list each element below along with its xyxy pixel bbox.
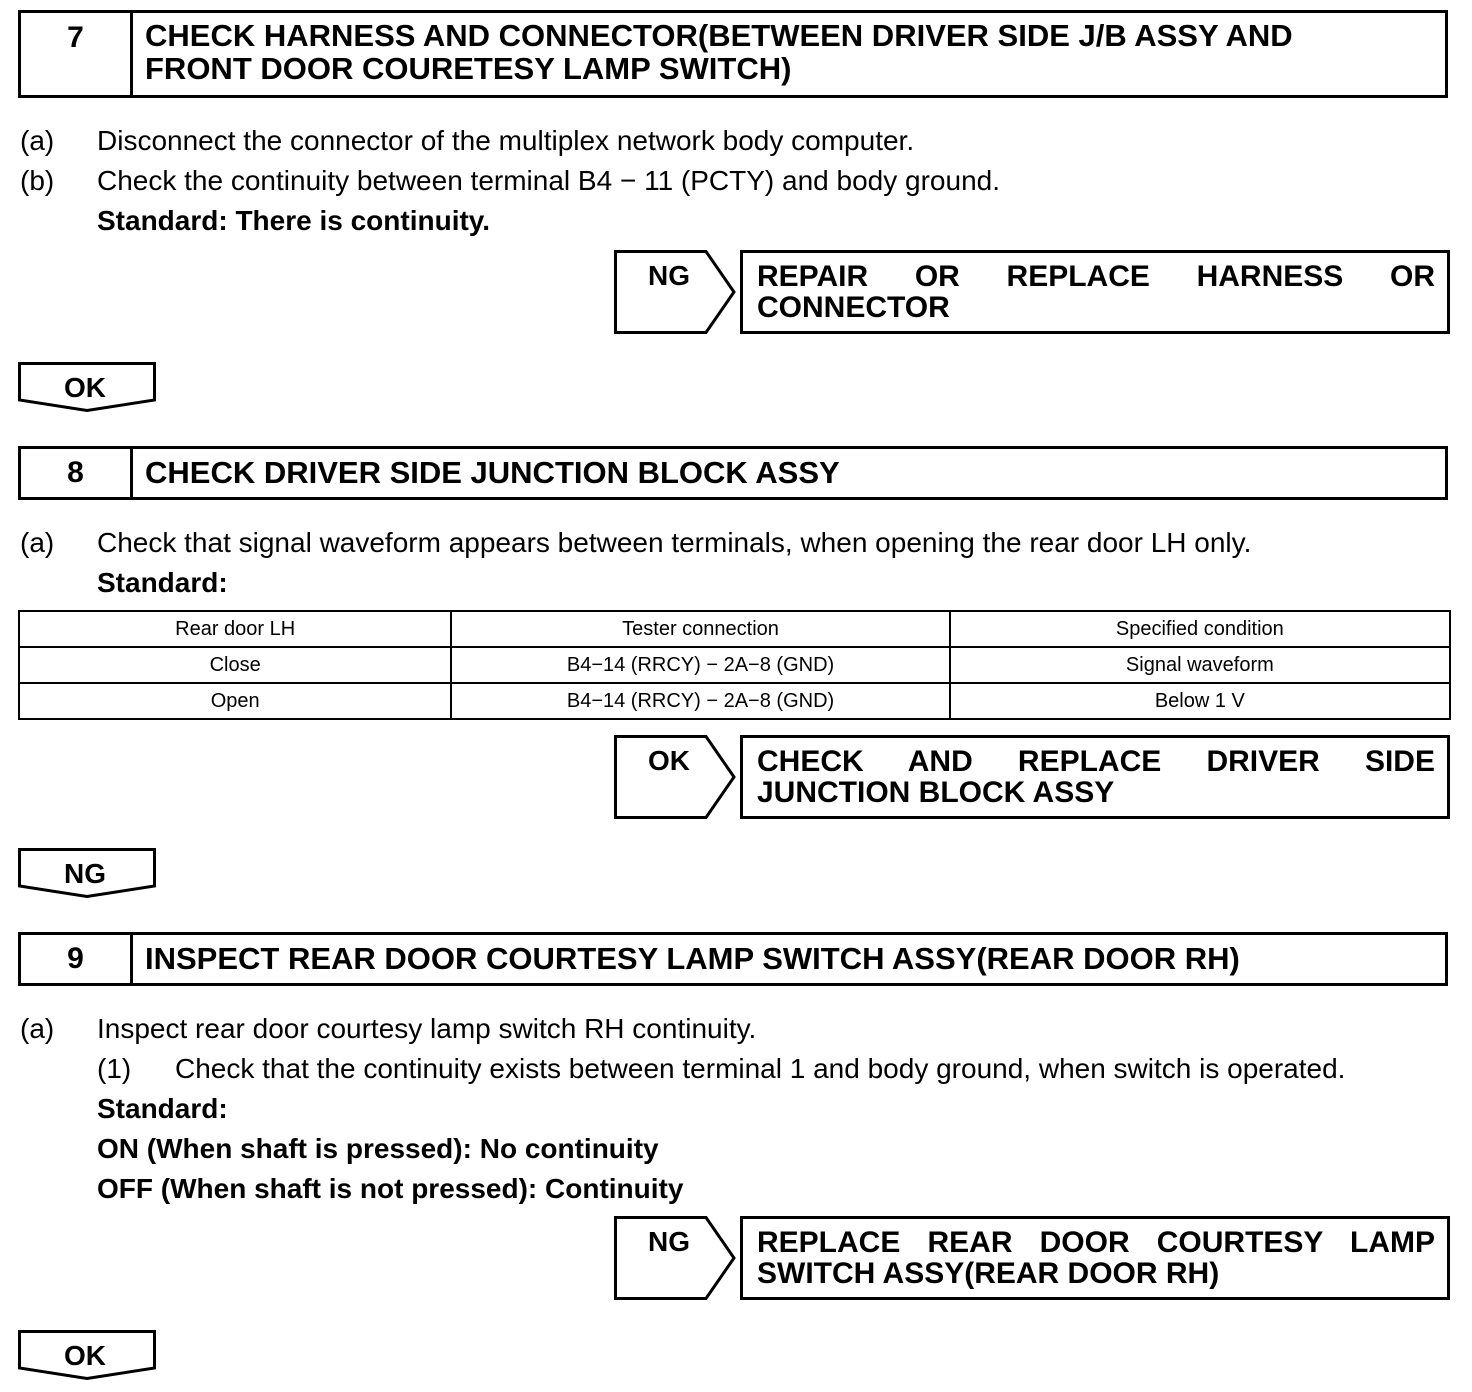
- step-8-header: [18, 446, 1448, 500]
- result-action-line-1: REPAIR OR REPLACE HARNESS OR: [757, 260, 1435, 293]
- standard-text: Standard: There is continuity.: [97, 205, 491, 236]
- step-title-line-2: FRONT DOOR COURETESY LAMP SWITCH): [145, 51, 792, 86]
- table-header-cell: Specified condition: [950, 611, 1450, 647]
- result-action-line-1: REPLACE REAR DOOR COURTESY LAMP: [757, 1226, 1435, 1259]
- table-row: [19, 647, 1450, 683]
- step-title: [133, 13, 1445, 95]
- step-9-header: [18, 932, 1448, 986]
- table-cell: Close: [19, 647, 451, 683]
- result-label-ng: NG: [648, 260, 690, 291]
- table-cell: Signal waveform: [950, 647, 1450, 683]
- result-action-line-2: JUNCTION BLOCK ASSY: [757, 776, 1115, 809]
- flow-label-ok: OK: [64, 1340, 106, 1371]
- table-row: [19, 683, 1450, 719]
- result-label-ok: OK: [648, 745, 690, 776]
- step-number: 9: [21, 935, 133, 983]
- spec-table: [18, 610, 1451, 720]
- item-label-a: (a): [20, 1013, 55, 1044]
- result-action-box: [740, 735, 1450, 819]
- table-cell: Open: [19, 683, 451, 719]
- instruction-text: Check that the continuity exists between terminal 1 and body ground, when switch is operated.: [175, 1053, 1346, 1084]
- result-action-box: [740, 250, 1450, 334]
- item-label-a: (a): [20, 125, 55, 156]
- result-action-line-1: CHECK AND REPLACE DRIVER SIDE: [757, 745, 1435, 778]
- flow-label-ok: OK: [64, 372, 106, 403]
- instruction-text: Check the continuity between terminal B4 − 11 (PCTY) and body ground.: [97, 165, 1000, 196]
- step-number: 8: [21, 449, 133, 497]
- standard-off-text: OFF (When shaft is not pressed): Continuity: [97, 1173, 684, 1204]
- table-header-cell: Rear door LH: [19, 611, 451, 647]
- table-header-row: [19, 611, 1450, 647]
- item-label-b: (b): [20, 165, 55, 196]
- flow-label-ng: NG: [64, 858, 106, 889]
- instruction-text: Disconnect the connector of the multiplex network body computer.: [97, 125, 915, 156]
- standard-on-text: ON (When shaft is pressed): No continuity: [97, 1133, 659, 1164]
- step-7-header: [18, 10, 1448, 98]
- step-title: CHECK DRIVER SIDE JUNCTION BLOCK ASSY: [145, 455, 840, 490]
- result-action-box: [740, 1216, 1450, 1300]
- item-label-a: (a): [20, 527, 55, 558]
- step-title: INSPECT REAR DOOR COURTESY LAMP SWITCH ASSY(REAR DOOR RH): [145, 941, 1240, 976]
- standard-text: Standard:: [97, 1093, 228, 1124]
- table-cell: Below 1 V: [950, 683, 1450, 719]
- table-cell: B4−14 (RRCY) − 2A−8 (GND): [451, 647, 949, 683]
- step-title-line-1: CHECK HARNESS AND CONNECTOR(BETWEEN DRIVER SIDE J/B ASSY AND: [145, 18, 1293, 53]
- result-label-ng: NG: [648, 1226, 690, 1257]
- step-number: 7: [21, 13, 133, 95]
- result-action-line-2: SWITCH ASSY(REAR DOOR RH): [757, 1257, 1220, 1290]
- sub-item-label-1: (1): [97, 1053, 132, 1084]
- instruction-text: Inspect rear door courtesy lamp switch RH continuity.: [97, 1013, 757, 1044]
- table-header-cell: Tester connection: [451, 611, 949, 647]
- standard-text: Standard:: [97, 567, 228, 598]
- result-action-line-2: CONNECTOR: [757, 291, 950, 324]
- instruction-text: Check that signal waveform appears between terminals, when opening the rear door LH only.: [97, 527, 1252, 558]
- table-cell: B4−14 (RRCY) − 2A−8 (GND): [451, 683, 949, 719]
